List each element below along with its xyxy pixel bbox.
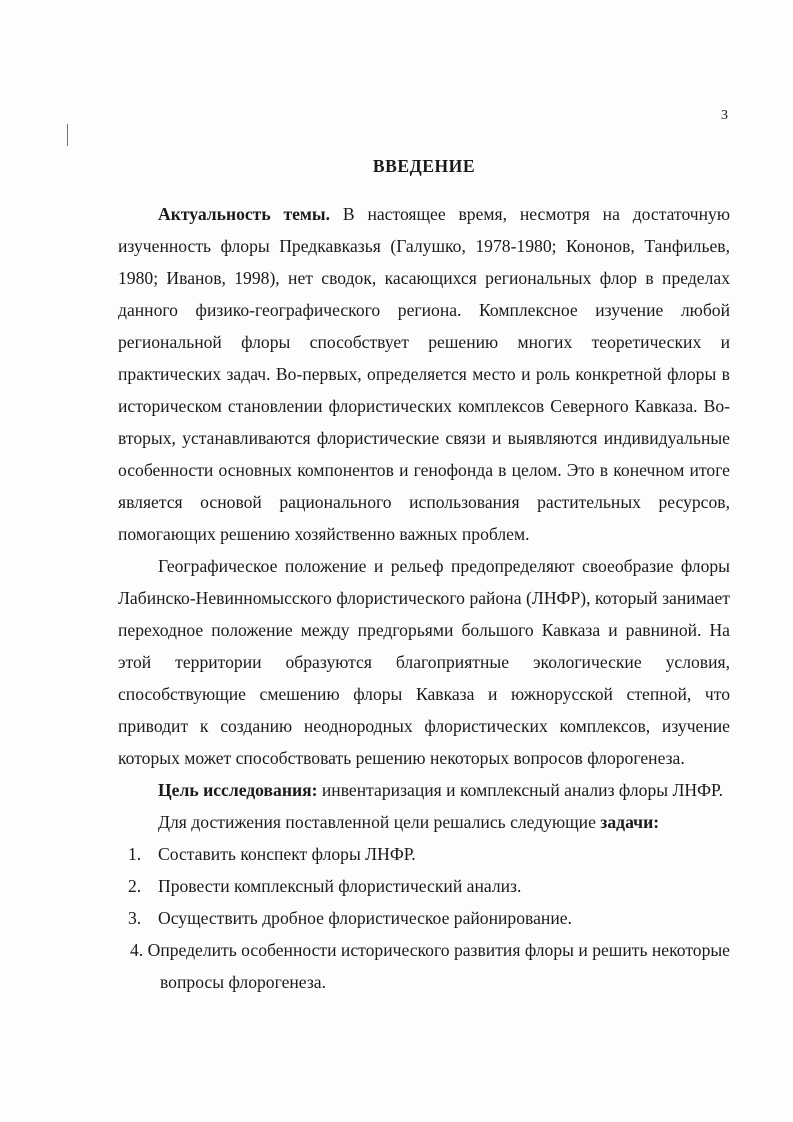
goal-text: инвентаризация и комплексный анализ флоры ЛНФР. <box>317 780 723 800</box>
tasks-intro-text: Для достижения поставленной цели решались следующие <box>158 812 601 832</box>
task-number: 1. <box>128 844 142 864</box>
section-heading: ВВЕДЕНИЕ <box>372 156 476 176</box>
relevance-lead: Актуальность темы. <box>158 204 331 224</box>
relevance-paragraph <box>118 198 730 550</box>
goal-lead: Цель исследования: <box>158 780 318 800</box>
relevance-text: В настоящее время, несмотря на достаточную изученность флоры Предкавказья (Галушко, 1978-1980; Кононов, Танфильев, 1980; Иванов, 1998), нет сводок, касающихся региональных флор в пределах данного физико-географического региона. Комплексное изучение любой региональной флоры способствует решению многих теоретических и практических задач. Во-первых, определяется место и роль конкретной флоры в историческом становлении флористических комплексов Северного Кавказа. Во-вторых, устанавливаются флористические связи и выявляются индивидуальные особенности основных компонентов и генофонда в целом. Это в конечном итоге является основой рационального использования растительных ресурсов, помогающих решению хозяйственно важных проблем. <box>118 204 730 544</box>
task-number: 3. <box>128 908 142 928</box>
task-text: Определить особенности исторического развития флоры и решить некоторые вопросы флорогенеза. <box>147 940 730 992</box>
tasks-list <box>118 838 730 998</box>
tasks-intro-bold: задачи: <box>600 812 660 832</box>
task-text: Провести комплексный флористический анализ. <box>158 876 522 896</box>
task-item <box>118 902 730 934</box>
task-number: 2. <box>128 876 142 896</box>
task-number: 4. <box>130 940 144 960</box>
task-item <box>118 838 730 870</box>
page-content <box>118 150 730 998</box>
geography-paragraph: Географическое положение и рельеф предопределяют своеобразие флоры Лабинско-Невинномысского флористического района (ЛНФР), который занимает переходное положение между предгорьями большого Кавказа и равниной. На этой территории образуются благоприятные экологические условия, способствующие смешению флоры Кавказа и южнорусской степной, что приводит к созданию неоднородных флористических комплексов, изучение которых может способствовать решению некоторых вопросов флорогенеза. <box>118 556 730 768</box>
task-item <box>130 934 730 998</box>
page-number: 3 <box>721 108 728 123</box>
goal-paragraph <box>118 774 730 806</box>
task-item <box>118 870 730 902</box>
task-text: Составить конспект флоры ЛНФР. <box>158 844 416 864</box>
task-text: Осуществить дробное флористическое районирование. <box>158 908 572 928</box>
tasks-intro <box>118 806 730 838</box>
margin-mark <box>67 124 68 146</box>
